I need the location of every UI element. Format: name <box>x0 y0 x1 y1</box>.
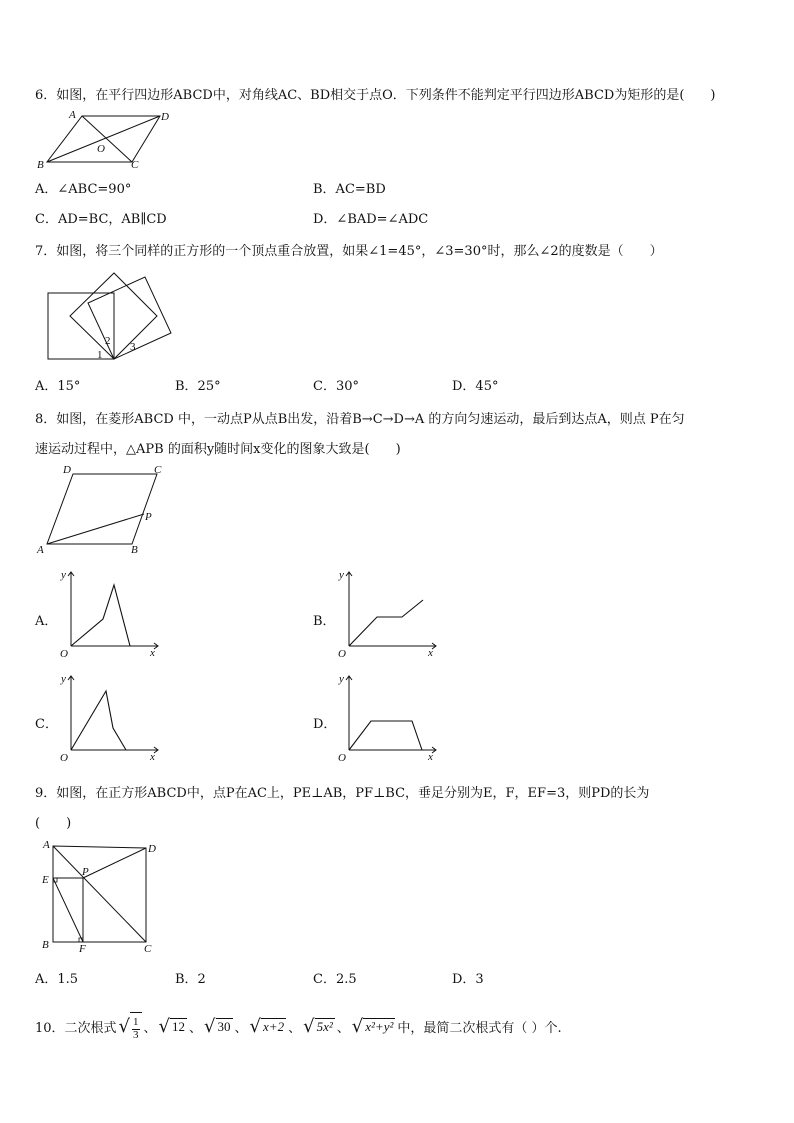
label-C: C <box>154 464 162 476</box>
axis-y-label: y <box>61 569 66 581</box>
label-B: B <box>42 939 49 951</box>
q7-option-d[interactable]: D．45° <box>452 379 499 394</box>
axis-y-label: y <box>339 673 344 685</box>
label-C: C <box>144 943 152 955</box>
q6-option-b[interactable]: B．AC=BD <box>313 182 386 197</box>
q7-option-c[interactable]: C．30° <box>313 379 359 394</box>
axis-y-label: y <box>339 569 344 581</box>
axis-x-label: x <box>150 647 155 659</box>
q8-stem-line2: 速运动过程中，△APB 的面积y随时间x变化的图象大致是( ) <box>35 442 401 457</box>
q8-option-d[interactable]: D． <box>313 717 337 732</box>
q7-option-a[interactable]: A．15° <box>35 379 81 394</box>
frac-numerator: 1 <box>133 1016 139 1028</box>
axis-x-label: x <box>150 751 155 763</box>
radical-5x2: √ 5x² <box>303 1015 333 1037</box>
q9-option-d[interactable]: D．3 <box>452 972 484 987</box>
radicand-5x2: 5x² <box>316 1019 333 1035</box>
q8-graph-a <box>58 566 166 658</box>
q8-rhombus-figure <box>35 462 175 557</box>
origin-label: O <box>338 752 346 764</box>
q6-stem: 6．如图，在平行四边形ABCD中，对角线AC、BD相交于点O．下列条件不能判定平行四边形ABCD为矩形的是( ) <box>35 88 716 103</box>
label-B: B <box>131 544 138 556</box>
q9-option-b[interactable]: B．2 <box>175 972 206 987</box>
q9-option-c[interactable]: C．2.5 <box>313 972 357 987</box>
label-E: E <box>42 874 49 886</box>
q10-prefix: 10．二次根式 <box>35 1021 117 1037</box>
label-D: D <box>63 464 71 476</box>
label-A: A <box>69 109 76 121</box>
label-P: P <box>145 511 152 523</box>
q8-graph-d <box>336 670 444 762</box>
q9-stem-line1: 9．如图，在正方形ABCD中，点P在AC上，PE⊥AB，PF⊥BC，垂足分别为E，F，EF=3，则PD的长为 <box>35 786 650 801</box>
radical-1-over-3: √ $\frac{1}{3}$ <box>119 1012 142 1041</box>
separator: 、 <box>189 1021 203 1037</box>
label-D: D <box>148 843 156 855</box>
origin-label: O <box>338 648 346 660</box>
label-C: C <box>131 159 139 171</box>
q7-option-b[interactable]: B．25° <box>175 379 221 394</box>
q9-option-a[interactable]: A．1.5 <box>35 972 79 987</box>
radicand-x2-plus-y2: x²+y² <box>365 1019 394 1035</box>
q10-stem <box>35 1012 562 1041</box>
radicand-12: 12 <box>172 1019 186 1035</box>
q6-parallelogram-figure <box>35 108 175 170</box>
label-D: D <box>161 111 169 123</box>
label-B: B <box>37 159 44 171</box>
q6-option-d[interactable]: D．∠BAD=∠ADC <box>313 212 429 227</box>
separator: 、 <box>288 1021 302 1037</box>
q8-graph-c <box>58 670 166 762</box>
axis-x-label: x <box>428 647 433 659</box>
origin-label: O <box>60 648 68 660</box>
axis-y-label: y <box>61 673 66 685</box>
q8-option-b[interactable]: B． <box>313 614 336 629</box>
q9-stem-line2: ( ) <box>35 816 72 831</box>
radicand-30: 30 <box>217 1019 231 1035</box>
radical-30: √ 30 <box>204 1015 231 1037</box>
separator: 、 <box>143 1021 157 1037</box>
q6-option-a[interactable]: A．∠ABC=90° <box>35 182 132 197</box>
label-A: A <box>37 544 44 556</box>
label-A: A <box>43 839 50 851</box>
q7-three-squares-figure <box>45 266 175 364</box>
q9-square-figure <box>38 838 163 956</box>
label-P: P <box>82 866 89 878</box>
separator: 、 <box>336 1021 350 1037</box>
frac-denominator: 3 <box>133 1028 139 1041</box>
radical-12: √ 12 <box>158 1015 186 1037</box>
angle-2-label: 2 <box>105 335 111 347</box>
separator: 、 <box>234 1021 248 1037</box>
q8-option-c[interactable]: C． <box>35 717 58 732</box>
q8-option-a[interactable]: A． <box>35 614 58 629</box>
label-O: O <box>97 143 105 155</box>
origin-label: O <box>60 752 68 764</box>
angle-3-label: 3 <box>130 341 136 353</box>
q6-option-c[interactable]: C．AD=BC，AB∥CD <box>35 212 167 227</box>
angle-1-label: 1 <box>97 349 103 361</box>
q7-stem: 7．如图，将三个同样的正方形的一个顶点重合放置，如果∠1=45°，∠3=30°时，那么∠2的度数是（ ） <box>35 244 663 259</box>
q8-stem-line1: 8．如图，在菱形ABCD 中，一动点P从点B出发，沿着B→C→D→A 的方向匀速运动，最后到达点A，则点 P在匀 <box>35 412 685 427</box>
axis-x-label: x <box>428 751 433 763</box>
label-F: F <box>79 943 86 955</box>
radical-x-plus-2: √ x+2 <box>249 1015 285 1037</box>
radical-x2-plus-y2: √ x²+y² <box>351 1015 394 1037</box>
q8-graph-b <box>336 566 444 658</box>
radicand-x-plus-2: x+2 <box>263 1019 285 1035</box>
q10-suffix: 中，最简二次根式有（ ）个. <box>397 1021 562 1037</box>
